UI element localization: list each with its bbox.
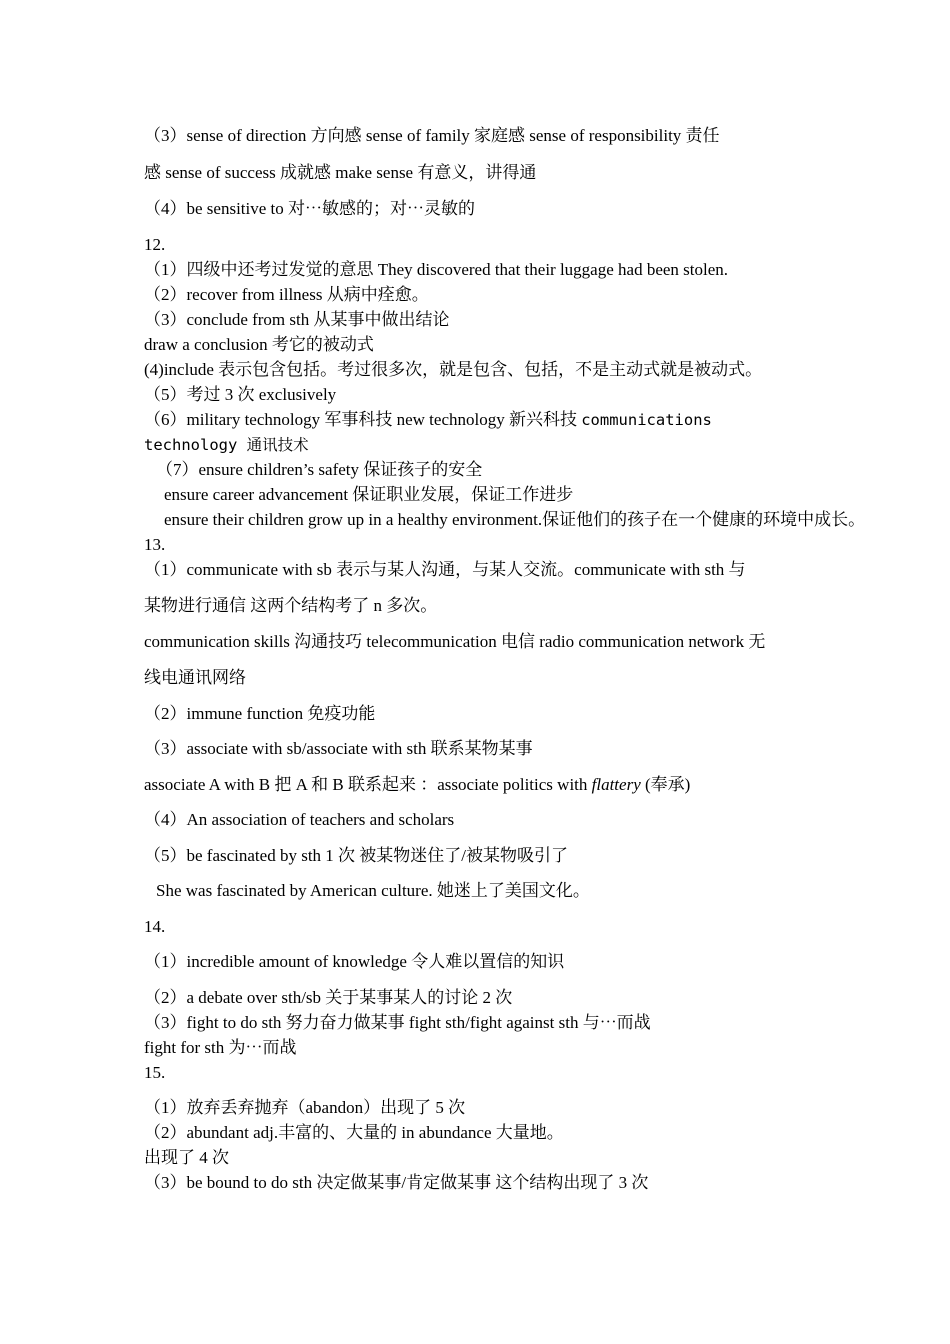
text-line: （2）abundant adj.丰富的、大量的 in abundance 大量地。 [144,1123,564,1142]
text-span: (奉承) [640,775,691,794]
text-line: （3）fight to do sth 努力奋力做某事 fight sth/fight against sth 与⋯而战 [144,1013,651,1032]
text-line: 某物进行通信 这两个结构考了 n 多次。 [144,596,438,615]
text-line: （2）immune function 免疫功能 [144,704,376,723]
text-line: （5）be fascinated by sth 1 次 被某物迷住了/被某物吸引了 [144,846,569,865]
text-line: draw a conclusion 考它的被动式 [144,335,374,354]
text-line: （1）communicate with sb 表示与某人沟通，与某人交流。communicate with sth 与 [144,560,746,579]
text-line: ensure career advancement 保证职业发展，保证工作进步 [164,485,574,504]
text-line: （5）考过 3 次 exclusively [144,385,337,404]
text-line: She was fascinated by American culture. 她迷上了美国文化。 [156,881,590,900]
text-line [144,775,690,795]
text-line: （4）An association of teachers and scholars [144,810,455,829]
text-span: （6）military technology 军事科技 new technology 新兴科技 [144,410,577,429]
section-number: 15. [144,1063,166,1082]
text-line: （3）conclude from sth 从某事中做出结论 [144,310,450,329]
text-line: （1）放弃丢弃抛弃（abandon）出现了 5 次 [144,1098,466,1117]
section-number: 14. [144,917,166,936]
text-line: technology 通讯技术 [144,436,309,454]
text-line: 感 sense of success 成就感 make sense 有意义，讲得通 [144,163,537,182]
text-line: （1）incredible amount of knowledge 令人难以置信的知识 [144,952,565,971]
text-line: （4）be sensitive to 对⋯敏感的；对⋯灵敏的 [144,199,476,218]
italic-term: flattery [591,775,641,794]
text-line: 线电通讯网络 [144,668,246,687]
text-line: 出现了 4 次 [144,1148,229,1167]
text-line: （7）ensure children’s safety 保证孩子的安全 [156,460,483,479]
text-span: communications [581,411,712,429]
section-number: 12. [144,235,166,254]
text-line [144,410,712,430]
text-line: (4)include 表示包含包括。考过很多次，就是包含、包括，不是主动式就是被动式。 [144,360,763,379]
text-line: （1）四级中还考过发觉的意思 They discovered that their luggage had been stolen. [144,260,729,279]
text-line: （3）be bound to do sth 决定做某事/肯定做某事 这个结构出现了 3 次 [144,1173,649,1192]
text-line: ensure their children grow up in a healthy environment.保证他们的孩子在一个健康的环境中成长。 [164,510,866,529]
text-span: associate A with B 把 A 和 B 联系起来 ：associate politics with [144,775,592,794]
text-line: （2）a debate over sth/sb 关于某事某人的讨论 2 次 [144,988,513,1007]
text-line: （3）sense of direction 方向感 sense of family 家庭感 sense of responsibility 责任 [144,126,720,145]
text-line: fight for sth 为⋯而战 [144,1038,297,1057]
text-line: （3）associate with sb/associate with sth 联系某物某事 [144,739,533,758]
text-line: communication skills 沟通技巧 telecommunication 电信 radio communication network 无 [144,632,766,651]
text-line: （2）recover from illness 从病中痊愈。 [144,285,429,304]
section-number: 13. [144,535,166,554]
